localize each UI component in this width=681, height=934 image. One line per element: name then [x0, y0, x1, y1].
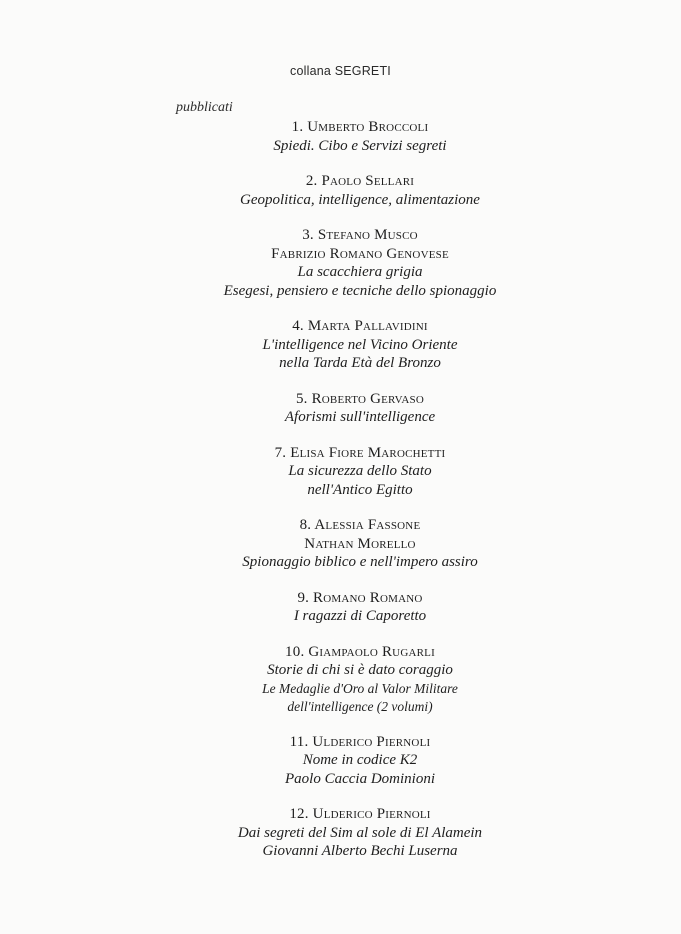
- book-subtitle: Paolo Caccia Dominioni: [285, 770, 435, 787]
- book-entry: [30, 589, 681, 626]
- book-entry: [30, 733, 681, 789]
- book-author: 11. Ulderico Piernoli: [289, 733, 431, 750]
- book-author: 4. Marta Pallavidini: [292, 318, 428, 334]
- published-label: pubblicati: [176, 100, 233, 115]
- book-author: 1. Umberto Broccoli: [291, 119, 429, 135]
- book-list: [0, 118, 681, 861]
- book-title: Geopolitica, intelligence, alimentazione: [240, 191, 480, 208]
- book-entry: [30, 390, 681, 427]
- book-entry: [30, 444, 681, 500]
- book-entry: [30, 516, 681, 572]
- book-entry: [30, 226, 681, 300]
- book-title: nella Tarda Età del Bronzo: [279, 355, 441, 371]
- book-entry: [30, 172, 681, 209]
- book-entry: [30, 317, 681, 373]
- book-author: Fabrizio Romano Genovese: [271, 245, 449, 262]
- book-author: 5. Roberto Gervaso: [295, 390, 425, 407]
- book-author: 7. Elisa Fiore Marochetti: [274, 444, 446, 461]
- book-title: Spionaggio biblico e nell'impero assiro: [242, 554, 478, 570]
- book-title: L'intelligence nel Vicino Oriente: [262, 336, 458, 353]
- book-entry: [30, 805, 681, 861]
- book-title: Spiedi. Cibo e Servizi segreti: [273, 137, 447, 154]
- book-subtitle: Esegesi, pensiero e tecniche dello spionaggio: [223, 282, 497, 299]
- book-author: 12. Ulderico Piernoli: [289, 806, 431, 822]
- book-title: Nome in codice K2: [302, 752, 418, 768]
- book-author: 2. Paolo Sellari: [305, 173, 415, 189]
- book-title: La sicurezza dello Stato: [288, 463, 432, 479]
- book-title: I ragazzi di Caporetto: [293, 608, 427, 624]
- series-title: collana SEGRETI: [290, 64, 391, 78]
- book-author: 8. Alessia Fassone: [299, 517, 421, 533]
- book-title: Dai segreti del Sim al sole di El Alamein: [237, 824, 483, 841]
- book-title: Storie di chi si è dato coraggio: [267, 662, 453, 678]
- book-author: Nathan Morello: [304, 535, 416, 552]
- book-subtitle: Le Medaglie d'Oro al Valor Militare: [262, 680, 458, 696]
- book-title: La scacchiera grigia: [297, 264, 423, 280]
- book-title: Aforismi sull'intelligence: [284, 409, 436, 425]
- book-author: 10. Giampaolo Rugarli: [285, 643, 435, 660]
- book-entry: [30, 118, 681, 155]
- book-author: 9. Romano Romano: [297, 589, 423, 606]
- book-author: 3. Stefano Musco: [302, 227, 418, 243]
- book-subtitle: Giovanni Alberto Bechi Luserna: [262, 843, 458, 859]
- book-title: nell'Antico Egitto: [307, 481, 413, 498]
- book-entry: [30, 643, 681, 716]
- book-subtitle: dell'intelligence (2 volumi): [287, 698, 433, 714]
